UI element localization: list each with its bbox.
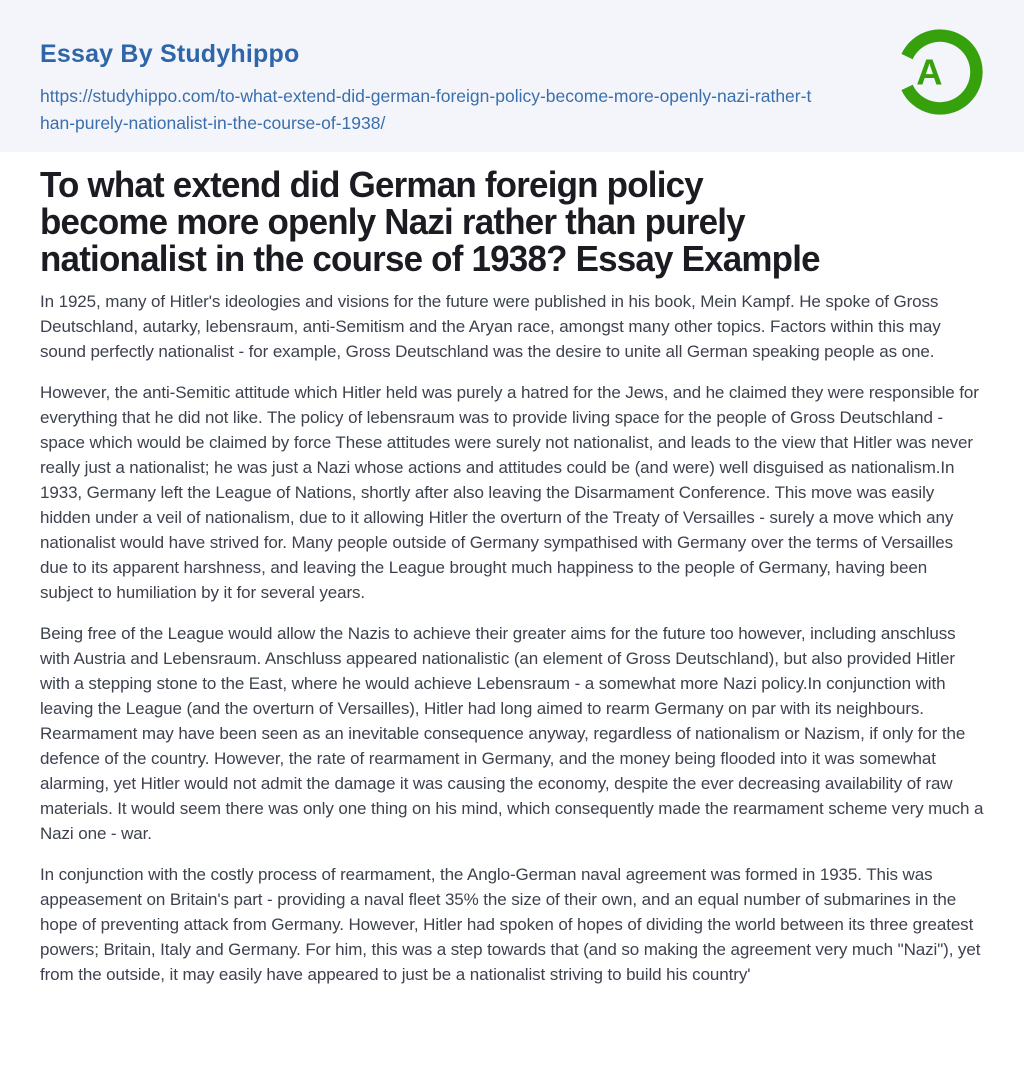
paragraph: In conjunction with the costly process of rearmament, the Anglo-German naval agreement was formed in 1935. This was appeasement on Britain's part - providing a naval fleet 35% the size of their own, and an equal number of submarines in the hope of preventing attack from Germany. However, Hitler had spoken of hopes of dividing the world between its three greatest powers; Britain, Italy and Germany. For him, this was a step towards that (and so making the agreement very much "Nazi"), yet from the outside, it may easily have appeared to just be a nationalist striving to build his country' [40, 865, 981, 984]
article-title-line: nationalist in the course of 1938? Essay Example [40, 238, 820, 279]
header-text [40, 40, 984, 137]
header [0, 0, 1024, 152]
article-title [40, 166, 984, 277]
paragraph: Being free of the League would allow the Nazis to achieve their greater aims for the future too however, including anschluss with Austria and Lebensraum. Anschluss appeared nationalistic (an element of Gross Deutschland), but also provided Hitler with a stepping stone to the East, where he would achieve Lebensraum - a somewhat more Nazi policy.In conjunction with leaving the League (and the overturn of Versailles), Hitler had long aimed to rearm Germany on par with its neighbours. Rearmament may have been seen as an inevitable consequence anyway, regardless of nationalism or Nazism, if only for the defence of the country. However, the rate of rearmament in Germany, and the money being flooded into it was somewhat alarming, yet Hitler would not admit the damage it was causing the economy, despite the ever decreasing availability of raw materials. It would seem there was only one thing on his mind, which consequently made the rearmament scheme very much a Nazi one - war. [40, 624, 984, 843]
paragraph: In 1925, many of Hitler's ideologies and visions for the future were published in his book, Mein Kampf. He spoke of Gross Deutschland, autarky, lebensraum, anti-Semitism and the Aryan race, amongst many other topics. Factors within this may sound perfectly nationalist - for example, Gross Deutschland was the desire to unite all German speaking people as one. [40, 292, 941, 361]
article-title-line: become more openly Nazi rather than purely [40, 201, 745, 242]
site-heading: Essay By Studyhippo [40, 40, 300, 68]
paragraph: However, the anti-Semitic attitude which Hitler held was purely a hatred for the Jews, and he claimed they were responsible for everything that he did not like. The policy of lebensraum was to provide living space for the people of Gross Deutschland - space which would be claimed by force These attitudes were surely not nationalist, and leads to the view that Hitler was never really just a nationalist; he was just a Nazi whose actions and attitudes could be (and were) well disguised as nationalism.In 1933, Germany left the League of Nations, shortly after also leaving the Disarmament Conference. This move was easily hidden under a veil of nationalism, due to it allowing Hitler the overturn of the Treaty of Versailles - surely a move which any nationalist would have strived for. Many people outside of Germany sympathised with Germany over the terms of Versailles due to its apparent harshness, and leaving the League brought much happiness to the people of Germany, having been subject to humiliation by it for several years. [40, 383, 979, 602]
article-title-line: To what extend did German foreign policy [40, 164, 703, 205]
article-body [40, 289, 984, 987]
logo-letter: A [916, 51, 943, 93]
article [0, 152, 1024, 987]
logo-arc-icon [894, 26, 986, 118]
source-url-link[interactable]: https://studyhippo.com/to-what-extend-did-german-foreign-policy-become-more-openly-nazi-rather-than-purely-nationalist-in-the-course-of-1938/ [40, 86, 812, 133]
studyhippo-logo[interactable] [894, 26, 986, 118]
